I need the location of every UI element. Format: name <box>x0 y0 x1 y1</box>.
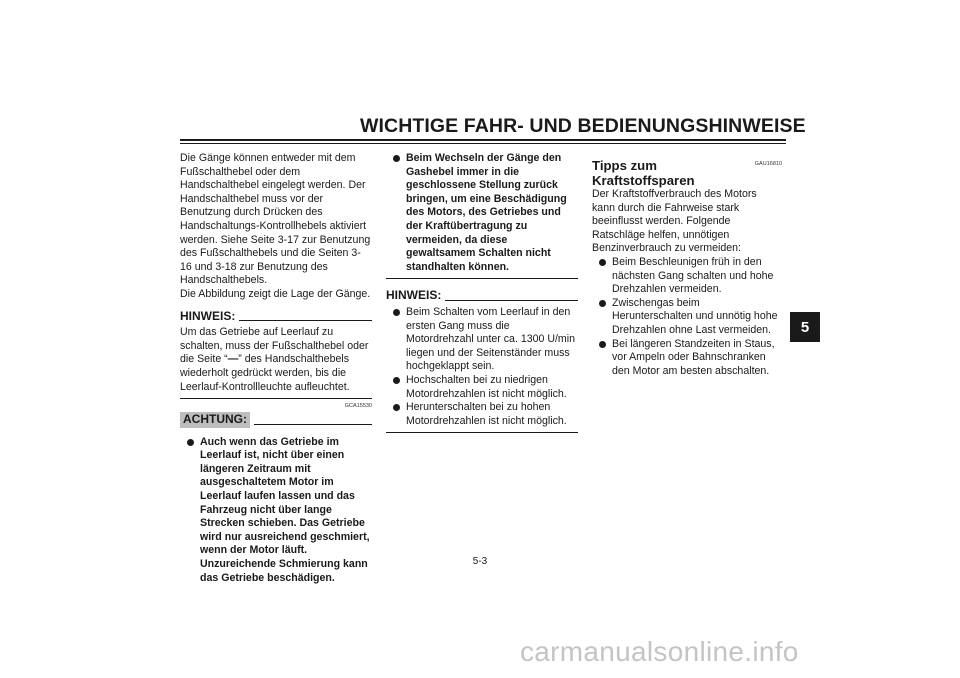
bullet-icon <box>599 341 606 348</box>
bullet-icon <box>393 377 400 384</box>
note-item-text: Herunterschalten bei zu hohen Motordrehzahlen ist nicht möglich. <box>406 401 567 427</box>
tip-item-text: Bei längeren Standzeiten in Staus, vor Ampeln oder Bahnschranken den Motor am besten abschalten. <box>612 337 775 377</box>
page-number: 5-3 <box>472 556 488 567</box>
note-heading-rule <box>239 320 372 321</box>
caution-heading <box>180 412 372 428</box>
caution-list-continued <box>386 152 578 274</box>
section-code: GAU16810 <box>754 161 782 167</box>
header-rule-thin <box>180 143 786 144</box>
bullet-icon <box>393 404 400 411</box>
caution-label: ACHTUNG: <box>180 412 250 428</box>
bullet-icon <box>599 300 606 307</box>
note-label: HINWEIS: <box>386 288 442 303</box>
list-item <box>592 338 782 379</box>
note-label: HINWEIS: <box>180 308 236 323</box>
note-end-rule <box>180 398 372 399</box>
note-text <box>180 326 372 394</box>
caution-code: GCA15530 <box>344 403 372 410</box>
list-item <box>180 436 372 586</box>
bullet-icon <box>187 439 194 446</box>
note-heading <box>180 310 372 324</box>
list-item <box>386 306 578 374</box>
note-end-rule <box>386 432 578 433</box>
chapter-tab[interactable]: 5 <box>790 312 820 342</box>
caution-list <box>180 436 372 586</box>
section-intro: Der Kraftstoffverbrauch des Motors kann durch die Fahrweise stark beeinflusst werden. Folgende Ratschläge helfen, unnötigen Benzinverbrauch zu vermeiden: <box>592 188 757 255</box>
intro-paragraph-2: Die Abbildung zeigt die Lage der Gänge. <box>180 287 371 300</box>
watermark: carmanualsonline.info <box>520 636 799 667</box>
note-item-text: Beim Schalten vom Leerlauf in den ersten Gang muss die Motordrehzahl unter ca. 1300 U/min liegen und der Seitenständer muss hochgeklappt sein. <box>406 305 575 373</box>
bullet-icon <box>393 155 400 162</box>
tips-list <box>592 256 782 378</box>
bullet-icon <box>393 309 400 316</box>
list-item <box>386 374 578 401</box>
note-list <box>386 306 578 428</box>
column-left <box>180 152 372 585</box>
intro-paragraph: Die Gänge können entweder mit dem Fußschalthebel oder dem Handschalthebel eingelegt werden. Der Handschalthebel muss vor der Benutzung durch Drücken des Handschaltungs-Kontrollhebels aktiviert werden. Siehe Seite 3-17 zur Benutzung des Fußschalthebels und die Seiten 3-16 und 3-18 zur Benutzung des Handschalthebels. <box>180 152 371 287</box>
note-heading-rule <box>445 300 578 301</box>
section-heading <box>592 158 782 188</box>
tip-item-text: Zwischengas beim Herunterschalten und unnötig hohe Drehzahlen ohne Last vermeiden. <box>612 296 778 336</box>
bullet-icon <box>599 259 606 266</box>
section-title: Tipps zum Kraftstoffsparen <box>592 158 695 188</box>
list-item <box>592 297 782 338</box>
column-right <box>592 152 782 378</box>
caution-item-text: Auch wenn das Getriebe im Leerlauf ist, nicht über einen längeren Zeitraum mit ausgeschaltetem Motor im Leerlauf laufen lassen und das Fahrzeug nicht über lange Strecken schieben. Das Getriebe wird nur ausreichend geschmiert, wenn der Motor läuft. Unzureichende Schmierung kann das Getriebe beschädigen. <box>200 435 370 584</box>
note-text-b: ” des Handschalthebels wiederholt gedrückt werden, bis die Leerlauf-Kontrollleuchte aufleuchtet. <box>180 353 350 393</box>
note-heading <box>386 289 578 303</box>
list-item <box>386 152 578 274</box>
minus-symbol: — <box>227 353 239 366</box>
note-text-a: Um das Getriebe auf Leerlauf zu schalten, muss der Fußschalthebel oder die Seite “ <box>180 326 369 366</box>
caution-heading-rule <box>254 424 372 425</box>
page-title: WICHTIGE FAHR- UND BEDIENUNGSHINWEISE <box>360 115 806 137</box>
caution-item-text: Beim Wechseln der Gänge den Gashebel immer in die geschlossene Stellung zurück bringen, um eine Beschädigung des Motors, des Getriebes und der Kraftübertragung zu vermeiden, da diese gewaltsamem Schalten nicht standhalten können. <box>406 152 567 273</box>
list-item <box>592 256 782 297</box>
note-item-text: Hochschalten bei zu niedrigen Motordrehzahlen ist nicht möglich. <box>406 373 567 400</box>
caution-end-rule <box>386 278 578 279</box>
list-item <box>386 401 578 428</box>
column-middle <box>386 152 578 433</box>
tip-item-text: Beim Beschleunigen früh in den nächsten Gang schalten und hohe Drehzahlen vermeiden. <box>612 255 774 296</box>
header-rule <box>180 139 786 141</box>
